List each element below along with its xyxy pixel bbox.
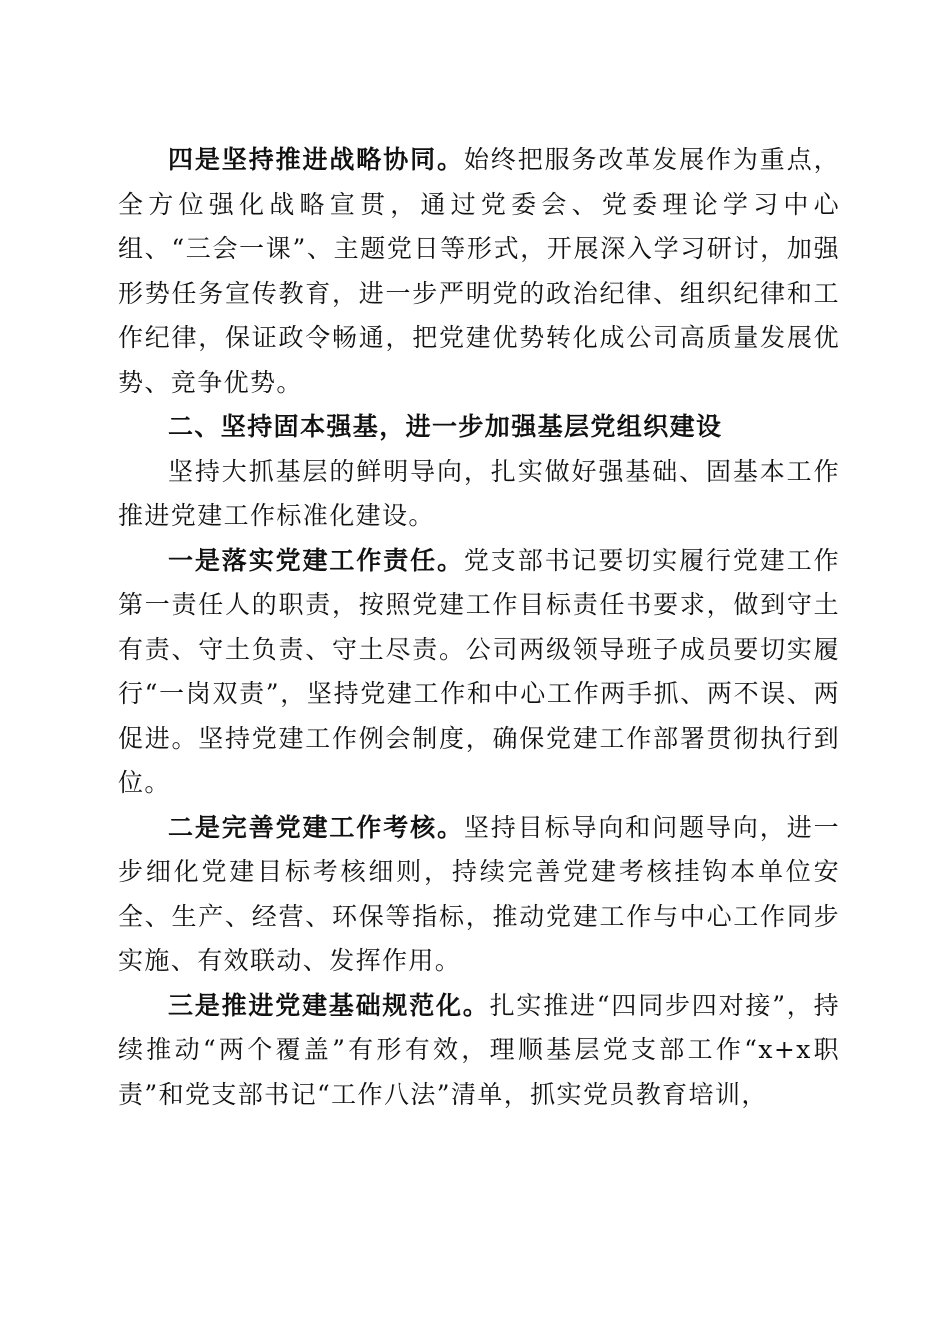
paragraph-standardization <box>118 984 840 1118</box>
paragraph-text: 扎实推进“四同步四对接”，持续推动“两个覆盖”有形有效，理顺基层党支部工作“x+x职责”和党支部书记“工作八法”清单，抓实党员教育培训， <box>118 990 840 1109</box>
paragraph-text: 始终把服务改革发展作为重点，全方位强化战略宣贯，通过党委会、党委理论学习中心组、“三会一课”、主题党日等形式，开展深入学习研讨，加强形势任务宣传教育，进一步严明党的政治纪律、组织纪律和工作纪律，保证政令畅通，把党建优势转化成公司高质量发展优势、竞争优势。 <box>118 145 840 397</box>
paragraph-responsibility <box>118 539 840 806</box>
document-page <box>118 138 840 1117</box>
paragraph-text: 坚持目标导向和问题导向，进一步细化党建目标考核细则，持续完善党建考核挂钩本单位安全、生产、经营、环保等指标，推动党建工作与中心工作同步实施、有效联动、发挥作用。 <box>118 812 840 975</box>
paragraph-lead: 一是落实党建工作责任。 <box>168 545 464 575</box>
paragraph-text: 坚持大抓基层的鲜明导向，扎实做好强基础、固基本工作推进党建工作标准化建设。 <box>118 456 840 530</box>
paragraph-strategy-synergy <box>118 138 840 405</box>
paragraph-lead: 四是坚持推进战略协同。 <box>168 145 464 174</box>
paragraph-assessment <box>118 806 840 984</box>
section-heading: 二、坚持固本强基，进一步加强基层党组织建设 <box>168 412 723 441</box>
paragraph-lead: 二是完善党建工作考核。 <box>168 812 464 842</box>
paragraph-section-intro <box>118 450 840 539</box>
paragraph-text: 党支部书记要切实履行党建工作第一责任人的职责，按照党建工作目标责任书要求，做到守土有责、守土负责、守土尽责。公司两级领导班子成员要切实履行“一岗双责”，坚持党建工作和中心工作两手抓、两不误、两促进。坚持党建工作例会制度，确保党建工作部署贯彻执行到位。 <box>118 545 840 797</box>
paragraph-lead: 三是推进党建基础规范化。 <box>168 990 490 1020</box>
